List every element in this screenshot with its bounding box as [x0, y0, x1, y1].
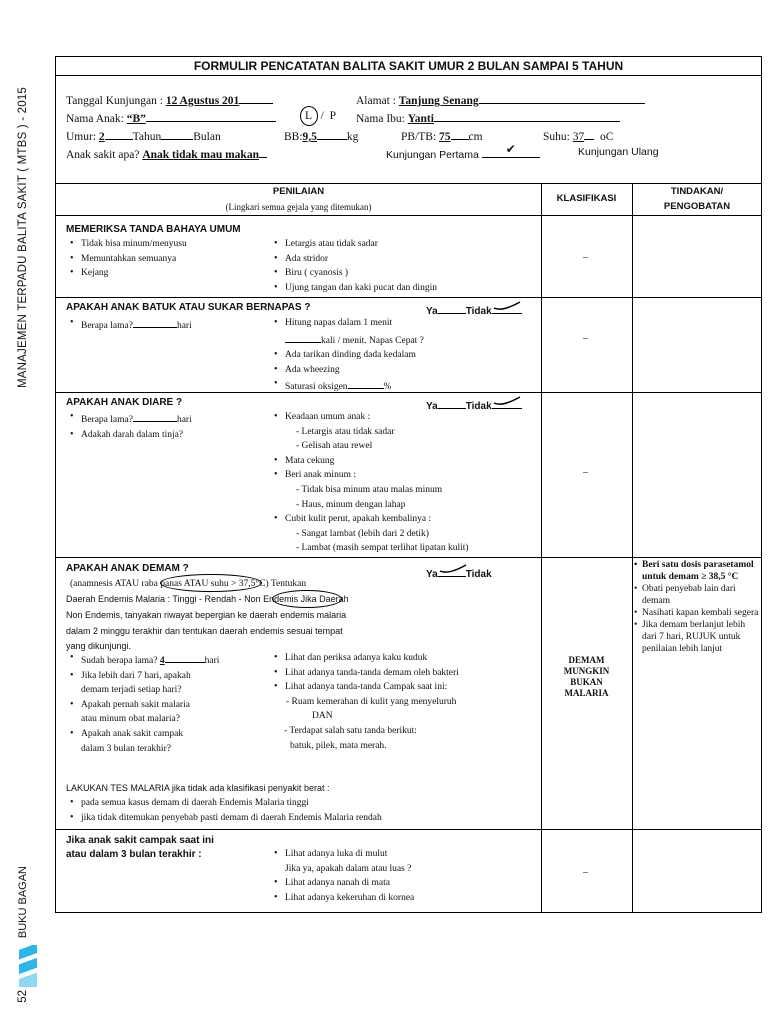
- hari-label: hari: [176, 415, 192, 425]
- list-item: - Gelisah atau rewel: [296, 441, 373, 452]
- anak-sakit-value: Anak tidak mau makan: [142, 149, 259, 161]
- list-item: - Tidak bisa minum atau malas minum: [296, 484, 443, 495]
- list-item: • Adakah darah dalam tinja?: [70, 428, 192, 443]
- bb-label: BB:: [284, 131, 303, 143]
- sudah-berapa-lama-label: Sudah berapa lama?: [81, 656, 158, 666]
- list-item: • Ada stridor: [274, 252, 437, 267]
- list-item: demam terjadi setiap hari?: [81, 685, 182, 696]
- kunjungan-pertama-label: Kunjungan Pertama: [386, 149, 479, 161]
- header-bottom-line: [56, 215, 761, 216]
- batuk-left-list: [70, 316, 192, 334]
- bulan-label: Bulan: [193, 131, 221, 143]
- tidak-label: Tidak: [465, 306, 492, 317]
- list-item: • Biru ( cyanosis ): [274, 266, 437, 281]
- list-item: • Beri anak minum :: [274, 468, 469, 483]
- bahaya-title: MEMERIKSA TANDA BAHAYA UMUM: [66, 224, 241, 235]
- tindakan-header-1: TINDAKAN/: [670, 186, 724, 197]
- sex-l: L: [305, 110, 313, 122]
- list-item: • Memuntahkan semuanya: [70, 252, 187, 267]
- kunjungan-ulang-row: [578, 146, 659, 158]
- demam-line-5: yang dikunjungi.: [66, 641, 132, 651]
- list-item: • Apakah anak sakit campak: [70, 727, 219, 742]
- diare-title: APAKAH ANAK DIARE ?: [66, 397, 183, 408]
- tindakan-item: • Beri satu dosis parasetamol untuk demam ≥ 38,5 °C: [634, 559, 760, 583]
- bahaya-right-list: [274, 237, 437, 295]
- lama-demam-value: 4: [159, 656, 165, 666]
- list-item: • Jika lebih dari 7 hari, apakah: [70, 669, 219, 684]
- list-item: [274, 377, 424, 395]
- list-item: - Letargis atau tidak sadar: [296, 426, 395, 437]
- nama-ibu-row: [356, 110, 620, 125]
- list-item: [70, 410, 192, 428]
- nama-anak-row: [66, 110, 276, 125]
- nama-anak-label: Nama Anak:: [66, 113, 124, 125]
- hari-label: hari: [204, 656, 220, 666]
- side-stripe-decoration: [19, 945, 37, 987]
- title-divider: [56, 75, 761, 76]
- ya-label: Ya: [426, 569, 438, 580]
- list-item: • Mata cekung: [274, 454, 469, 469]
- demam-ya-tidak: [426, 565, 492, 580]
- alamat-value: Tanjung Senang: [398, 95, 479, 107]
- row-line-1: [56, 297, 761, 298]
- bb-row: [284, 128, 358, 143]
- kunjungan-pertama-row: [386, 142, 540, 161]
- sex-row: [305, 110, 336, 122]
- page-number: 52: [17, 990, 29, 1003]
- list-item: • Kejang: [70, 266, 187, 281]
- demam-klasifikasi: [541, 655, 632, 699]
- list-item: • Lihat dan periksa adanya kaku kuduk: [274, 651, 459, 666]
- table-top-line: [56, 183, 761, 184]
- tahun-label: Tahun: [132, 131, 162, 143]
- campak-title-1: Jika anak sakit campak saat ini: [66, 835, 214, 846]
- list-item: • Lihat adanya nanah di mata: [274, 876, 414, 891]
- diare-left-list: [70, 410, 192, 442]
- bahaya-klasifikasi: –: [583, 252, 588, 263]
- nama-anak-value: “B”: [126, 113, 146, 125]
- row-line-3: [56, 557, 761, 558]
- alamat-row: [356, 92, 645, 107]
- suhu-value: 37: [572, 131, 585, 143]
- endemis-text: Daerah Endemis Malaria : Tinggi - Rendah -: [66, 594, 242, 604]
- non-endemis-circle: [272, 590, 342, 608]
- side-book-label: BUKU BAGAN: [17, 866, 29, 939]
- alamat-label: Alamat :: [356, 95, 396, 107]
- list-item: - Terdapat salah satu tanda berikut:: [284, 725, 417, 736]
- list-item: • pada semua kasus demam di daerah Endemis Malaria tinggi: [70, 796, 382, 811]
- list-item: • Lihat adanya tanda-tanda Campak saat ini:: [274, 680, 459, 695]
- klasifikasi-header: KLASIFIKASI: [556, 193, 617, 204]
- list-item: - Ruam kemerahan di kulit yang menyeluruh: [286, 696, 457, 707]
- bahaya-left-list: [70, 237, 187, 281]
- non-endemis-text: Non Endemis: [244, 594, 299, 604]
- list-item: • Letargis atau tidak sadar: [274, 237, 437, 252]
- demam-right-list: [274, 651, 459, 753]
- pbtb-value: 75: [439, 131, 451, 143]
- form-frame: [55, 56, 762, 913]
- col-line-2: [632, 183, 633, 913]
- klasifikasi-line: DEMAM: [568, 655, 605, 665]
- check-mark-icon: [438, 563, 468, 575]
- row-line-4: [56, 829, 761, 830]
- tindakan-list: [634, 559, 760, 655]
- anak-sakit-row: [66, 146, 267, 161]
- batuk-klasifikasi: –: [583, 333, 588, 344]
- berapa-lama-label: Berapa lama?: [81, 321, 133, 331]
- batuk-ya-tidak: [426, 302, 522, 317]
- list-item: batuk, pilek, mata merah.: [290, 740, 387, 751]
- list-item: • Lihat adanya kekeruhan di kornea: [274, 891, 414, 906]
- list-item: • Keadaan umum anak :: [274, 410, 469, 425]
- percent-label: %: [383, 382, 392, 393]
- col-line-1: [541, 183, 542, 913]
- campak-klasifikasi: –: [583, 867, 588, 878]
- saturasi-label: Saturasi oksigen: [285, 382, 348, 393]
- tanggal-label: Tanggal Kunjungan :: [66, 95, 163, 107]
- list-item: - Lambat (masih sempat terlihat lipatan kulit): [296, 543, 469, 554]
- list-item: Jika ya, apakah dalam atau luas ?: [285, 863, 412, 874]
- tidak-label: Tidak: [465, 569, 492, 580]
- anak-sakit-label: Anak sakit apa?: [66, 149, 140, 161]
- hari-label: hari: [176, 321, 192, 331]
- batuk-title: APAKAH ANAK BATUK ATAU SUKAR BERNAPAS ?: [66, 302, 311, 313]
- suhu-text: ATAU suhu > 37,5°C) Tentukan: [183, 579, 307, 589]
- suhu-row: [543, 128, 613, 143]
- list-item: • Cubit kulit perut, apakah kembalinya :: [274, 512, 469, 527]
- jika-daerah-text: Jika Daerah: [300, 594, 349, 604]
- klasifikasi-line: MUNGKIN: [563, 666, 610, 676]
- sex-separator: /: [320, 110, 324, 122]
- list-item: dalam 3 bulan terakhir?: [81, 743, 171, 754]
- list-item: • Ujung tangan dan kaki pucat dan dingin: [274, 281, 437, 296]
- tes-malaria-list: [70, 796, 382, 825]
- check-mark-icon: [492, 395, 522, 407]
- list-item: • Tidak bisa minum/menyusu: [70, 237, 187, 252]
- berapa-lama-label: Berapa lama?: [81, 415, 133, 425]
- ya-label: Ya: [426, 306, 438, 317]
- check-mark-icon: [492, 300, 522, 312]
- pbtb-label: PB/TB:: [401, 131, 437, 143]
- nama-ibu-label: Nama Ibu:: [356, 113, 405, 125]
- kunjungan-ulang-label: Kunjungan Ulang: [578, 146, 659, 158]
- nama-ibu-value: Yanti: [407, 113, 434, 125]
- bb-value: 9,5: [302, 131, 317, 143]
- sex-p: P: [329, 110, 337, 122]
- list-item: • Lihat adanya tanda-tanda demam oleh bakteri: [274, 666, 459, 681]
- batuk-right-list: [274, 316, 424, 395]
- form-title: FORMULIR PENCATATAN BALITA SAKIT UMUR 2 BULAN SAMPAI 5 TAHUN: [193, 59, 624, 73]
- diare-right-list: [274, 410, 469, 556]
- list-item: - Sangat lambat (lebih dari 2 detik): [296, 528, 429, 539]
- raba-panas-text: raba panas: [141, 579, 182, 589]
- tidak-label: Tidak: [465, 401, 492, 412]
- tanggal-value: 12 Agustus 201: [165, 95, 240, 107]
- suhu-label: Suhu:: [543, 131, 570, 143]
- umur-tahun-value: 2: [98, 131, 105, 143]
- klasifikasi-line: MALARIA: [564, 688, 609, 698]
- list-item: [274, 331, 424, 349]
- list-item: • Apakah pernah sakit malaria: [70, 698, 219, 713]
- kg-label: kg: [346, 131, 359, 143]
- demam-line-4: dalam 2 minggu terakhir dan tentukan daerah endemis sesuai tempat: [66, 626, 343, 636]
- list-item: • Hitung napas dalam 1 menit: [274, 316, 424, 331]
- side-header-text: MANAJEMEN TERPADU BALITA SAKIT ( MTBS ) - 2015: [17, 86, 29, 388]
- demam-tindakan: [634, 559, 760, 655]
- pbtb-row: [401, 128, 483, 143]
- klasifikasi-line: BUKAN: [570, 677, 603, 687]
- cm-label: cm: [468, 131, 483, 143]
- umur-label: Umur:: [66, 131, 97, 143]
- campak-title-2: atau dalam 3 bulan terakhir :: [66, 849, 202, 860]
- napas-cepat-label: kali / menit. Napas Cepat ?: [321, 335, 424, 346]
- penilaian-subheader: (Lingkari semua gejala yang ditemukan): [225, 202, 372, 212]
- umur-row: [66, 128, 221, 143]
- list-item: • Ada tarikan dinding dada kedalam: [274, 348, 424, 363]
- check-icon: ✔: [505, 142, 516, 156]
- ya-label: Ya: [426, 401, 438, 412]
- oc-label: oC: [599, 131, 614, 143]
- list-item: • jika tidak ditemukan penyebab pasti demam di daerah Endemis Malaria rendah: [70, 811, 382, 826]
- demam-left-list: [70, 651, 219, 756]
- list-item: [70, 316, 192, 334]
- list-item: atau minum obat malaria?: [81, 714, 180, 725]
- list-item: - Haus, minum dengan lahap: [296, 499, 406, 510]
- penilaian-header: PENILAIAN: [272, 186, 325, 197]
- anamnesis-text: (anamnesis ATAU: [70, 579, 140, 589]
- tindakan-header-2: PENGOBATAN: [663, 201, 731, 212]
- list-item: [70, 651, 219, 669]
- campak-right-list: [274, 847, 414, 905]
- tindakan-item: • Jika demam berlanjut lebih dari 7 hari, RUJUK untuk penilaian lebih lanjut: [634, 619, 760, 655]
- tindakan-item: • Nasihati kapan kembali segera: [634, 607, 760, 619]
- tindakan-item: • Obati penyebab lain dari demam: [634, 583, 760, 607]
- demam-line-3: Non Endemis, tanyakan riwayat bepergian ke daerah endemis malaria: [66, 610, 347, 620]
- raba-panas-circle: [160, 574, 262, 592]
- list-item: • Ada wheezing: [274, 363, 424, 378]
- list-item: DAN: [312, 711, 333, 722]
- list-item: • Lihat adanya luka di mulut: [274, 847, 414, 862]
- tes-malaria-heading: LAKUKAN TES MALARIA jika tidak ada klasifikasi penyakit berat :: [66, 783, 330, 793]
- diare-klasifikasi: –: [583, 467, 588, 478]
- demam-title: APAKAH ANAK DEMAM ?: [66, 563, 189, 574]
- tanggal-row: [66, 92, 273, 107]
